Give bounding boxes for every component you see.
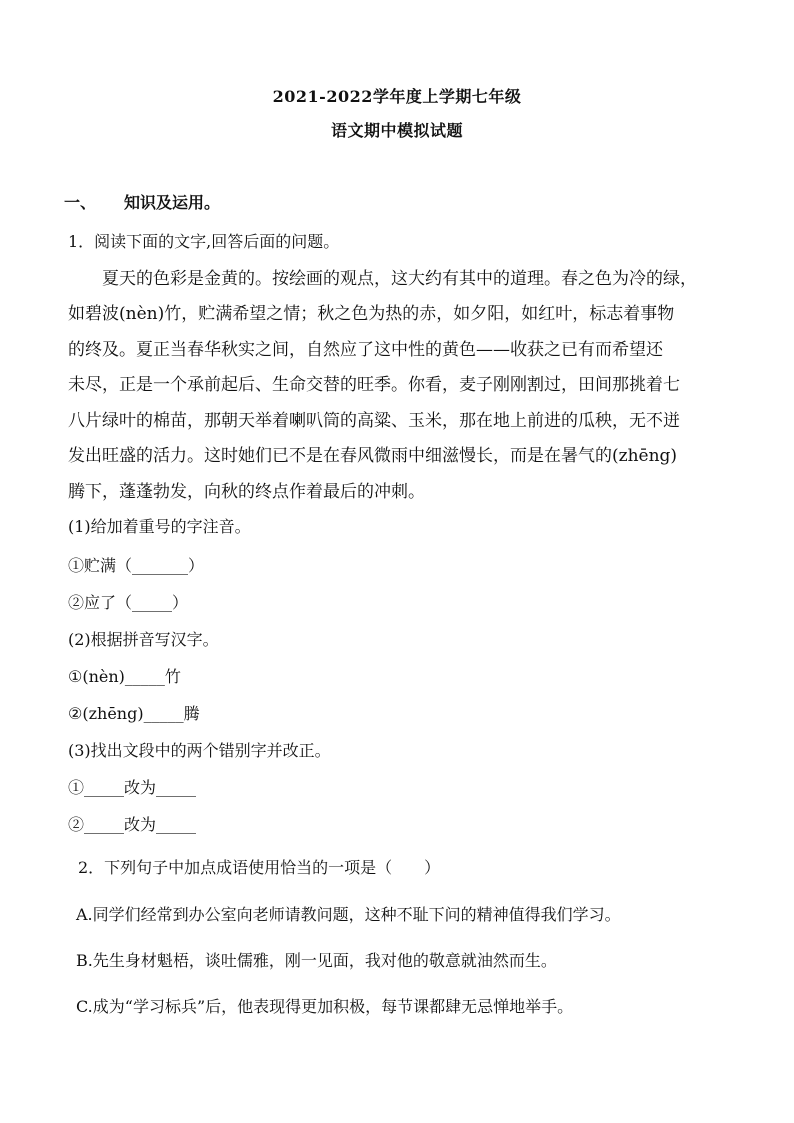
option-b: B.先生身材魁梧，谈吐儒雅，刚一见面，我对他的敬意就油然而生。 (76, 951, 557, 970)
passage-line: 腾下，蓬蓬勃发，向秋的终点作着最后的冲刺。 (68, 482, 425, 502)
passage-line: 八片绿叶的棉苗，那朝天举着喇叭筒的高粱、玉米，那在地上前进的瓜秧，无不迸 (68, 411, 680, 431)
exam-title: 2021-2022学年度上学期七年级 (272, 87, 522, 106)
answer-blank-1a: ①贮满（_______） (68, 556, 205, 575)
passage-line: 发出旺盛的活力。这时她们已不是在春风微雨中细滋慢长，而是在暑气的(zhēng) (68, 446, 678, 466)
passage-line: 夏天的色彩是金黄的。按绘画的观点，这大约有其中的道理。春之色为冷的绿， (68, 269, 697, 289)
answer-blank-2a: ①(nèn)_____竹 (68, 667, 181, 686)
passage-line: 未尽，正是一个承前起后、生命交替的旺季。你看，麦子刚刚割过，田间那挑着七 (68, 375, 680, 395)
subquestion-1: (1)给加着重号的字注音。 (68, 517, 251, 536)
exam-subtitle: 语文期中模拟试题 (330, 121, 463, 140)
answer-blank-3b: ②_____改为_____ (68, 815, 197, 834)
section-number: 一、 (64, 193, 97, 212)
option-a: A.同学们经常到办公室向老师请教问题，这种不耻下问的精神值得我们学习。 (76, 905, 621, 924)
option-c: C.成为“学习标兵”后，他表现得更加积极，每节课都肆无忌惮地举手。 (76, 997, 574, 1016)
subquestion-3: (3)找出文段中的两个错别字并改正。 (68, 741, 331, 760)
section-title: 知识及运用。 (124, 193, 221, 212)
passage-line: 的终及。夏正当春华秋实之间，自然应了这中性的黄色——收获之已有而希望还 (68, 340, 663, 360)
question-1-prompt: 1．阅读下面的文字,回答后面的问题。 (68, 232, 340, 251)
answer-blank-1b: ②应了（_____） (68, 593, 189, 612)
passage-line: 如碧波(nèn)竹，贮满希望之情；秋之色为热的赤，如夕阳，如红叶，标志着事物 (68, 304, 675, 324)
section-heading (64, 190, 220, 213)
question-2-prompt: 2．下列句子中加点成语使用恰当的一项是（ ） (78, 858, 441, 877)
subquestion-2: (2)根据拼音写汉字。 (68, 630, 219, 649)
answer-blank-3a: ①_____改为_____ (68, 778, 197, 797)
answer-blank-2b: ②(zhēng)_____腾 (68, 704, 200, 723)
